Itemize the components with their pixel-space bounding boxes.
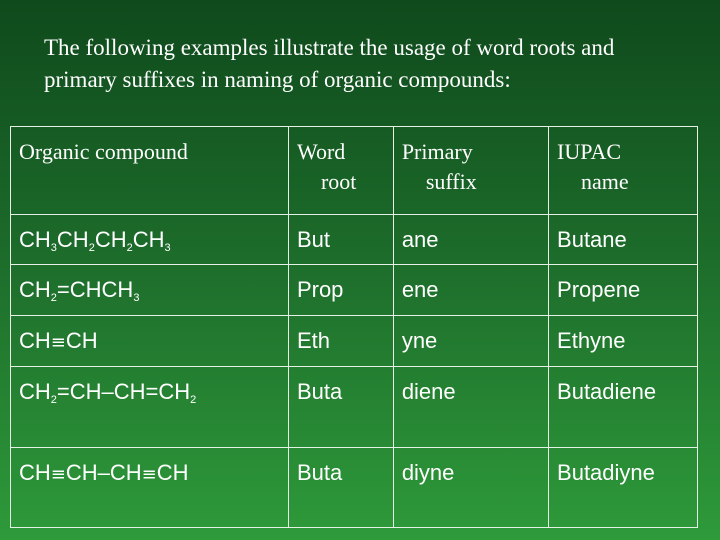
iupac-name-cell: Propene — [549, 265, 698, 316]
triple-bond-symbol: ≡ — [50, 464, 66, 486]
suffix-cell: ane — [393, 214, 548, 265]
formula-subscript: 3 — [50, 241, 57, 254]
header-primary-suffix-line1: Primary — [401, 139, 473, 164]
word-root-cell: Prop — [288, 265, 393, 316]
word-root-cell: But — [288, 214, 393, 265]
triple-bond-symbol: ≡ — [141, 464, 157, 486]
header-organic-compound — [11, 127, 289, 215]
table-row — [11, 265, 698, 316]
formula-text: =CH–CH=CH — [56, 378, 191, 404]
formula-subscript: 2 — [50, 292, 57, 305]
table-row — [11, 316, 698, 367]
formula-cell — [11, 448, 289, 528]
formula-text: CH — [65, 328, 98, 354]
header-iupac-name-line1: IUPAC — [557, 139, 622, 164]
formula-cell — [11, 214, 289, 265]
formula-subscript: 3 — [164, 241, 171, 254]
iupac-name-cell: Butane — [549, 214, 698, 265]
formula-text: CH — [19, 226, 51, 252]
formula-text: CH–CH — [65, 460, 142, 486]
table-row — [11, 448, 698, 528]
formula-cell — [11, 316, 289, 367]
suffix-cell: ene — [393, 265, 548, 316]
header-primary-suffix-line2: suffix — [425, 169, 477, 194]
triple-bond-symbol: ≡ — [50, 332, 66, 354]
intro-paragraph: The following examples illustrate the usage of word roots and primary suffixes in naming of organic compounds: — [44, 35, 615, 92]
formula-subscript: 3 — [133, 292, 140, 305]
formula-text: CH — [132, 226, 165, 252]
header-primary-suffix — [393, 127, 548, 215]
suffix-cell: diene — [393, 366, 548, 448]
formula-cell — [11, 265, 289, 316]
formula-cell — [11, 366, 289, 448]
formula-text: CH — [19, 277, 51, 303]
iupac-name-cell: Butadiene — [549, 366, 698, 448]
suffix-cell: yne — [393, 316, 548, 367]
iupac-name-cell: Ethyne — [549, 316, 698, 367]
header-word-root-line1: Word — [296, 139, 346, 164]
formula-subscript: 2 — [126, 241, 133, 254]
formula-text: CH — [19, 460, 51, 486]
word-root-cell: Buta — [288, 448, 393, 528]
word-root-cell: Eth — [288, 316, 393, 367]
table-row — [11, 214, 698, 265]
formula-subscript: 2 — [88, 241, 95, 254]
header-iupac-name — [549, 127, 698, 215]
formula-text: CH — [156, 460, 189, 486]
suffix-cell: diyne — [393, 448, 548, 528]
formula-text: =CHCH — [56, 277, 134, 303]
formula-subscript: 2 — [190, 393, 197, 406]
iupac-name-cell: Butadiyne — [549, 448, 698, 528]
header-iupac-name-line2: name — [581, 169, 629, 194]
formula-text: CH — [19, 378, 51, 404]
formula-text: CH — [56, 226, 89, 252]
table-header-row — [11, 127, 698, 215]
formula-subscript: 2 — [50, 393, 57, 406]
header-word-root-line2: root — [320, 169, 357, 194]
header-organic-compound-label: Organic compound — [19, 139, 188, 164]
nomenclature-table — [10, 126, 698, 528]
formula-text: CH — [94, 226, 127, 252]
word-root-cell: Buta — [288, 366, 393, 448]
header-word-root — [288, 127, 393, 215]
formula-text: CH — [19, 328, 51, 354]
table-row — [11, 366, 698, 448]
